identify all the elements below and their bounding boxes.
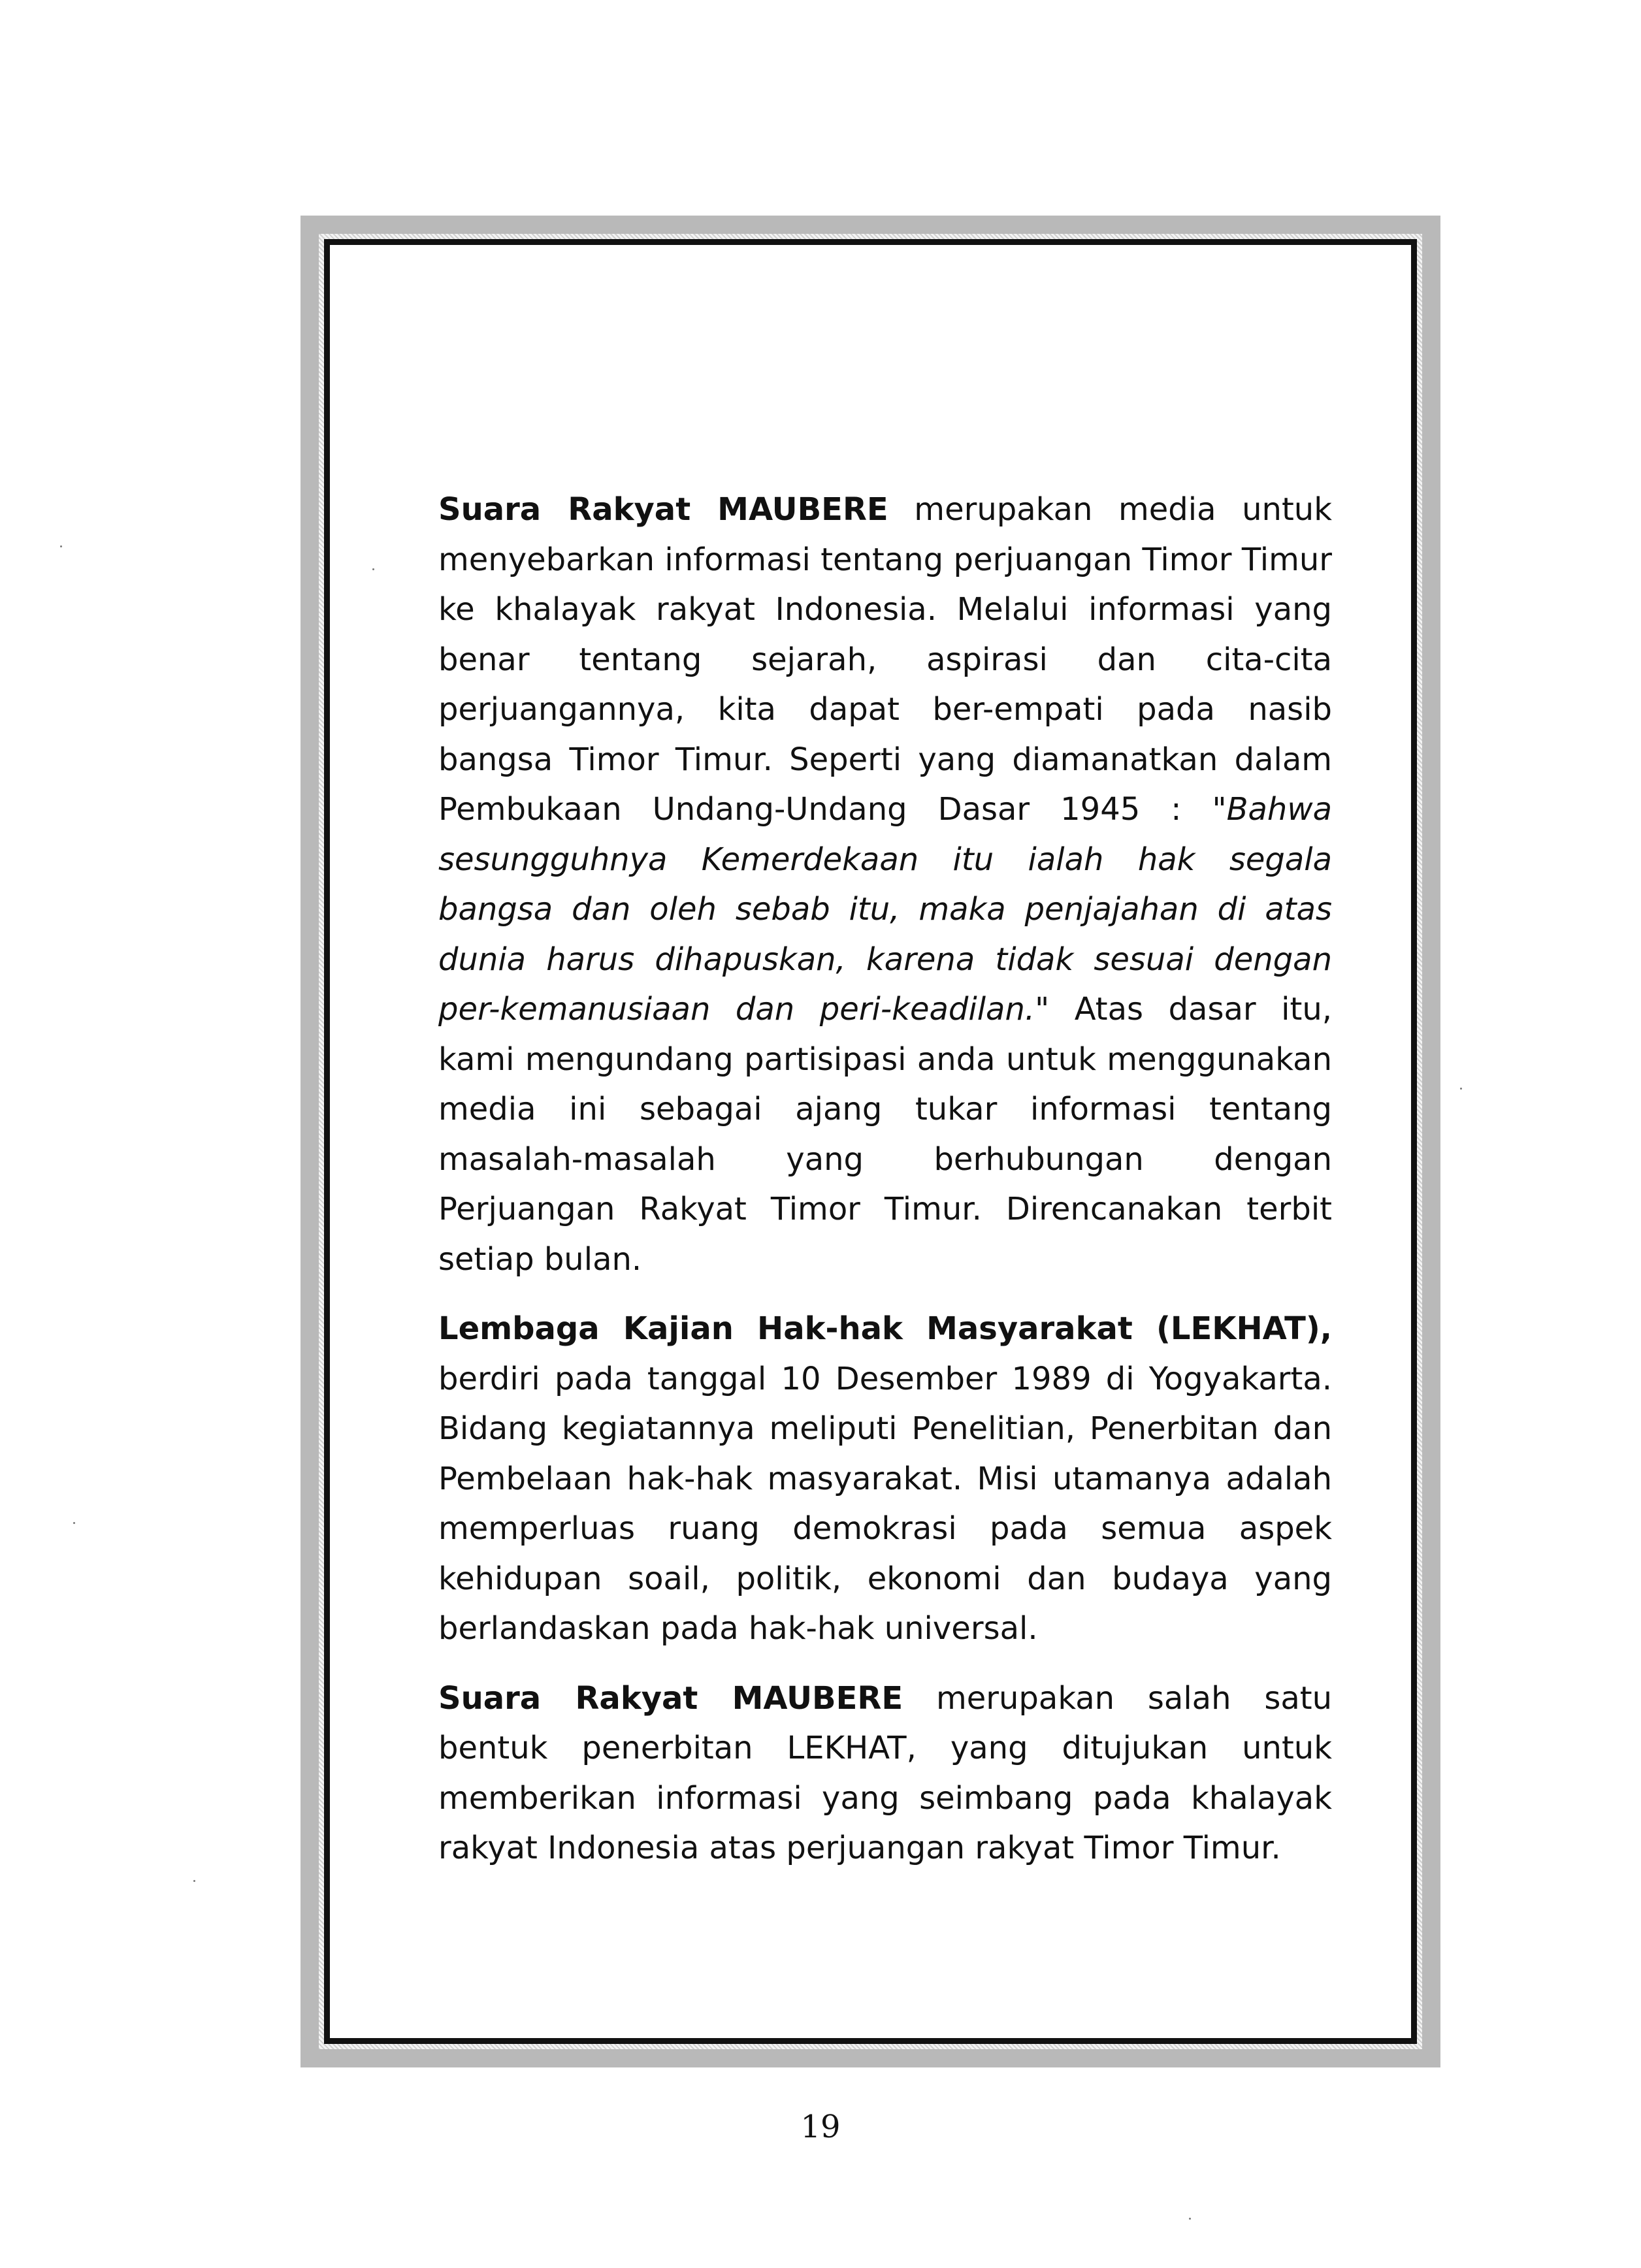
- paragraph-text: merupakan media untuk menyebarkan informasi tentang perjuangan Timor Timur ke khalayak rakyat Indonesia. Melalui informasi yang benar tentang sejarah, aspirasi dan cita-cita perjuangannya, kita dapat ber-empati pada nasib bangsa Timor Timur. Seperti yang diamanatkan dalam Pembukaan Undang-Undang Dasar 1945 :: [438, 491, 1332, 828]
- page-number: 19: [800, 2109, 841, 2145]
- scan-speck: [60, 545, 62, 547]
- publication-name: Suara Rakyat MAUBERE: [438, 1679, 903, 1717]
- organization-name: Lembaga Kajian Hak-hak Masyarakat (LEKHAT),: [438, 1310, 1332, 1347]
- scan-speck: [1189, 2218, 1191, 2220]
- paragraph-text: berdiri pada tanggal 10 Desember 1989 di Yogyakarta. Bidang kegiatannya meliputi Penelitian, Penerbitan dan Pembelaan hak-hak masyarakat. Misi utamanya adalah memperluas ruang demokrasi pada semua aspek kehidupan soail, politik, ekonomi dan budaya yang berlandaskan pada hak-hak universal.: [438, 1360, 1332, 1647]
- paragraph-text: Atas dasar itu, kami mengundang partisipasi anda untuk menggunakan media ini sebagai ajang tukar informasi tentang masalah-masalah yang berhubungan dengan Perjuangan Rakyat Timor Timur. Direncanakan terbit setiap bulan.: [438, 991, 1332, 1278]
- scan-speck: [372, 568, 374, 570]
- content-box: [324, 239, 1417, 2044]
- publication-name: Suara Rakyat MAUBERE: [438, 491, 888, 528]
- paragraph-suara-rakyat-publication: [438, 1674, 1332, 1873]
- paragraph-lekhat: [438, 1304, 1332, 1654]
- paragraph-text: merupakan salah satu bentuk penerbitan LEKHAT, yang ditujukan untuk memberikan informasi yang seimbang pada khalayak rakyat Indonesia atas perjuangan rakyat Timor Timur.: [438, 1679, 1332, 1866]
- scan-speck: [73, 1522, 75, 1524]
- scan-speck: [1460, 1088, 1462, 1090]
- paragraph-suara-rakyat-intro: [438, 485, 1332, 1284]
- text-body: [438, 485, 1332, 1893]
- decorative-frame: [301, 216, 1440, 2067]
- scan-speck: [193, 1880, 195, 1882]
- constitution-quote: "Bahwa sesungguhnya Kemerdekaan itu ialah hak segala bangsa dan oleh sebab itu, maka penjajahan di atas dunia harus dihapuskan, karena tidak sesuai dengan per-kemanusiaan dan peri-keadilan.": [438, 791, 1332, 1028]
